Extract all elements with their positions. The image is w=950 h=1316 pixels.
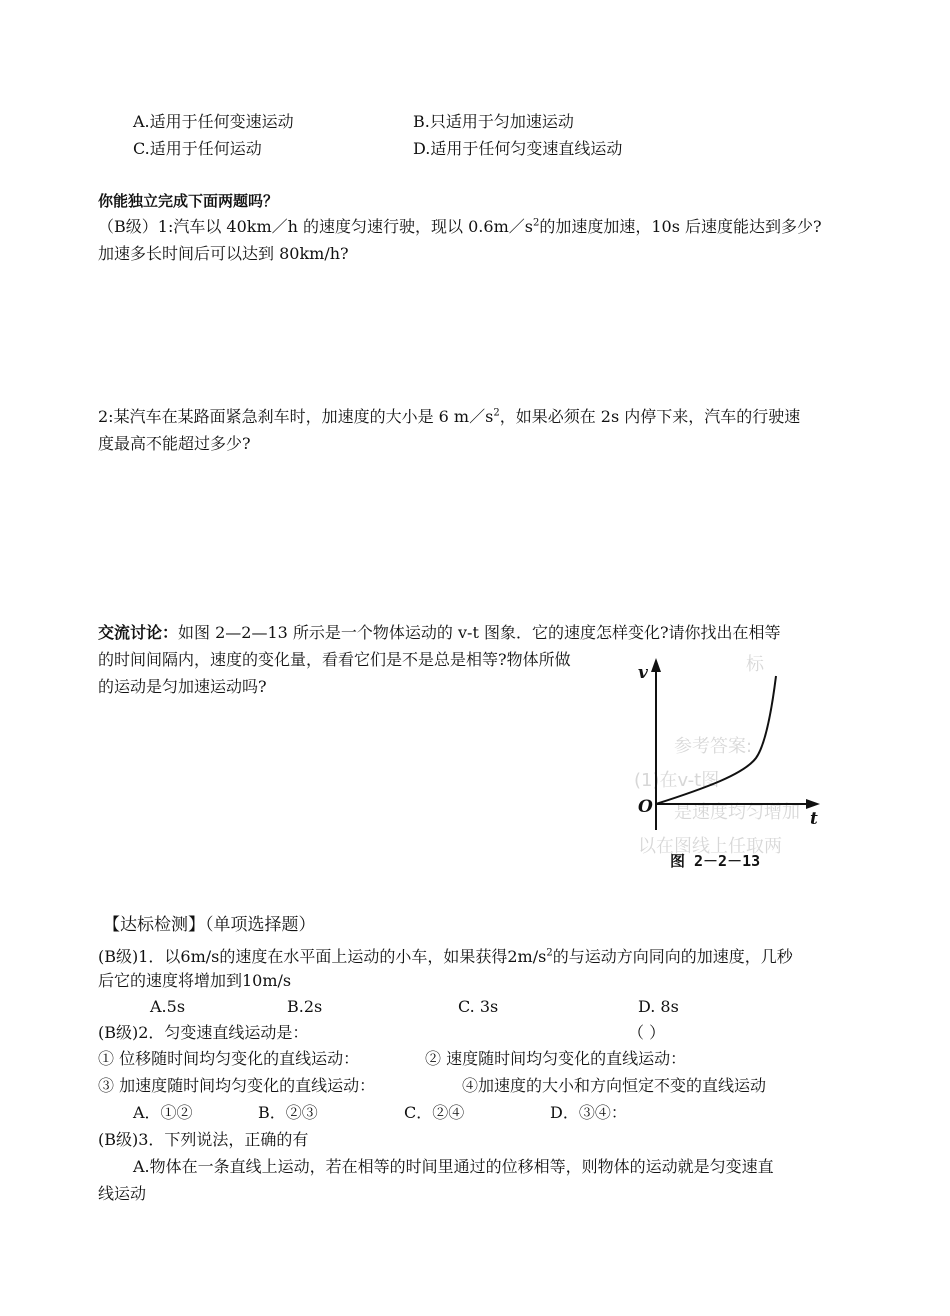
figure-caption: 图 2－2－13 [670,852,761,870]
quiz-q3-stem: (B级)3．下列说法，正确的有 [98,1130,309,1149]
quiz-q2-answer-blank: （ ） [628,1023,666,1042]
quiz-q2-statement-3: ③ 加速度随时间均匀变化的直线运动： [98,1076,376,1095]
discussion-line1: 交流讨论：如图 2—2—13 所示是一个物体运动的 v-t 图象．它的速度怎样变化?请你找出在相等 [98,623,781,642]
independent-q1-line1: （B级）1:汽车以 40km／h 的速度匀速行驶，现以 $0.6m/s^2$的加速度加速，10s 后速度能达到多少? [98,217,822,236]
option-c: C.适用于任何运动 [133,139,262,158]
quiz-q2-statement-4: ④加速度的大小和方向恒定不变的直线运动 [462,1076,767,1095]
option-a: A.适用于任何变速运动 [133,112,294,131]
option-d: D.适用于任何匀变速直线运动 [413,139,623,158]
velocity-curve [656,676,776,804]
origin-label: O [638,797,653,817]
discussion-line3: 的运动是匀加速运动吗? [98,677,267,696]
bleed-text: 以在图线上任取两 [638,836,782,857]
quiz-q2-option-a: A．①② [133,1103,193,1122]
quiz-q2-stem: (B级)2．匀变速直线运动是： [98,1023,309,1042]
quiz-q1-option-a: A.5s [150,997,186,1016]
discussion-label: 交流讨论： [98,623,179,642]
option-b: B.只适用于匀加速运动 [413,112,574,131]
v-axis-label: v [638,663,648,683]
t-axis-arrow [806,799,820,809]
quiz-q3-option-a-line2: 线运动 [98,1184,147,1203]
quiz-q1-line2: 后它的速度将增加到10m/s [98,971,292,990]
quiz-q2-statement-2: ② 速度随时间均匀变化的直线运动： [425,1049,687,1068]
independent-heading: 你能独立完成下面两题吗？ [98,192,279,210]
vt-graph-figure [626,646,828,876]
v-axis-arrow [651,658,661,672]
independent-q1-line2: 加速多长时间后可以达到 80km/h? [98,244,349,263]
quiz-q2-option-d: D．③④： [550,1103,627,1122]
independent-q2-line2: 度最高不能超过多少? [98,434,251,453]
independent-q2-line1: 2:某汽车在某路面紧急刹车时，加速度的大小是 6 $m/s^2$，如果必须在 2s 内停下来，汽车的行驶速 [98,407,801,426]
quiz-heading: 【达标检测】（单项选择题） [103,915,316,935]
quiz-q1-option-b: B.2s [287,997,323,1016]
quiz-q2-option-b: B．②③ [258,1103,318,1122]
bleed-text: 参考答案: [674,736,753,757]
discussion-line2: 的时间间隔内，速度的变化量，看看它们是不是总是相等?物体所做 [98,650,571,669]
t-axis-label: t [810,809,818,829]
quiz-q1-line1: (B级)1．以6m/s的速度在水平面上运动的小车，如果获得$2m/s^2$的与运动方向同向的加速度，几秒 [98,947,793,966]
quiz-q1-option-c: C. 3s [458,997,499,1016]
quiz-q1-option-d: D. 8s [638,997,679,1016]
quiz-q2-statement-1: ① 位移随时间均匀变化的直线运动： [98,1049,360,1068]
bleed-text: 标 [746,654,764,675]
vt-graph-svg [626,646,828,876]
quiz-q3-option-a-line1: A.物体在一条直线上运动，若在相等的时间里通过的位移相等，则物体的运动就是匀变速直 [133,1157,774,1176]
quiz-q2-option-c: C．②④ [404,1103,465,1122]
bleed-text: (1)在v-t图 [634,770,720,791]
bleed-text: 是速度均匀增加 [674,802,800,823]
